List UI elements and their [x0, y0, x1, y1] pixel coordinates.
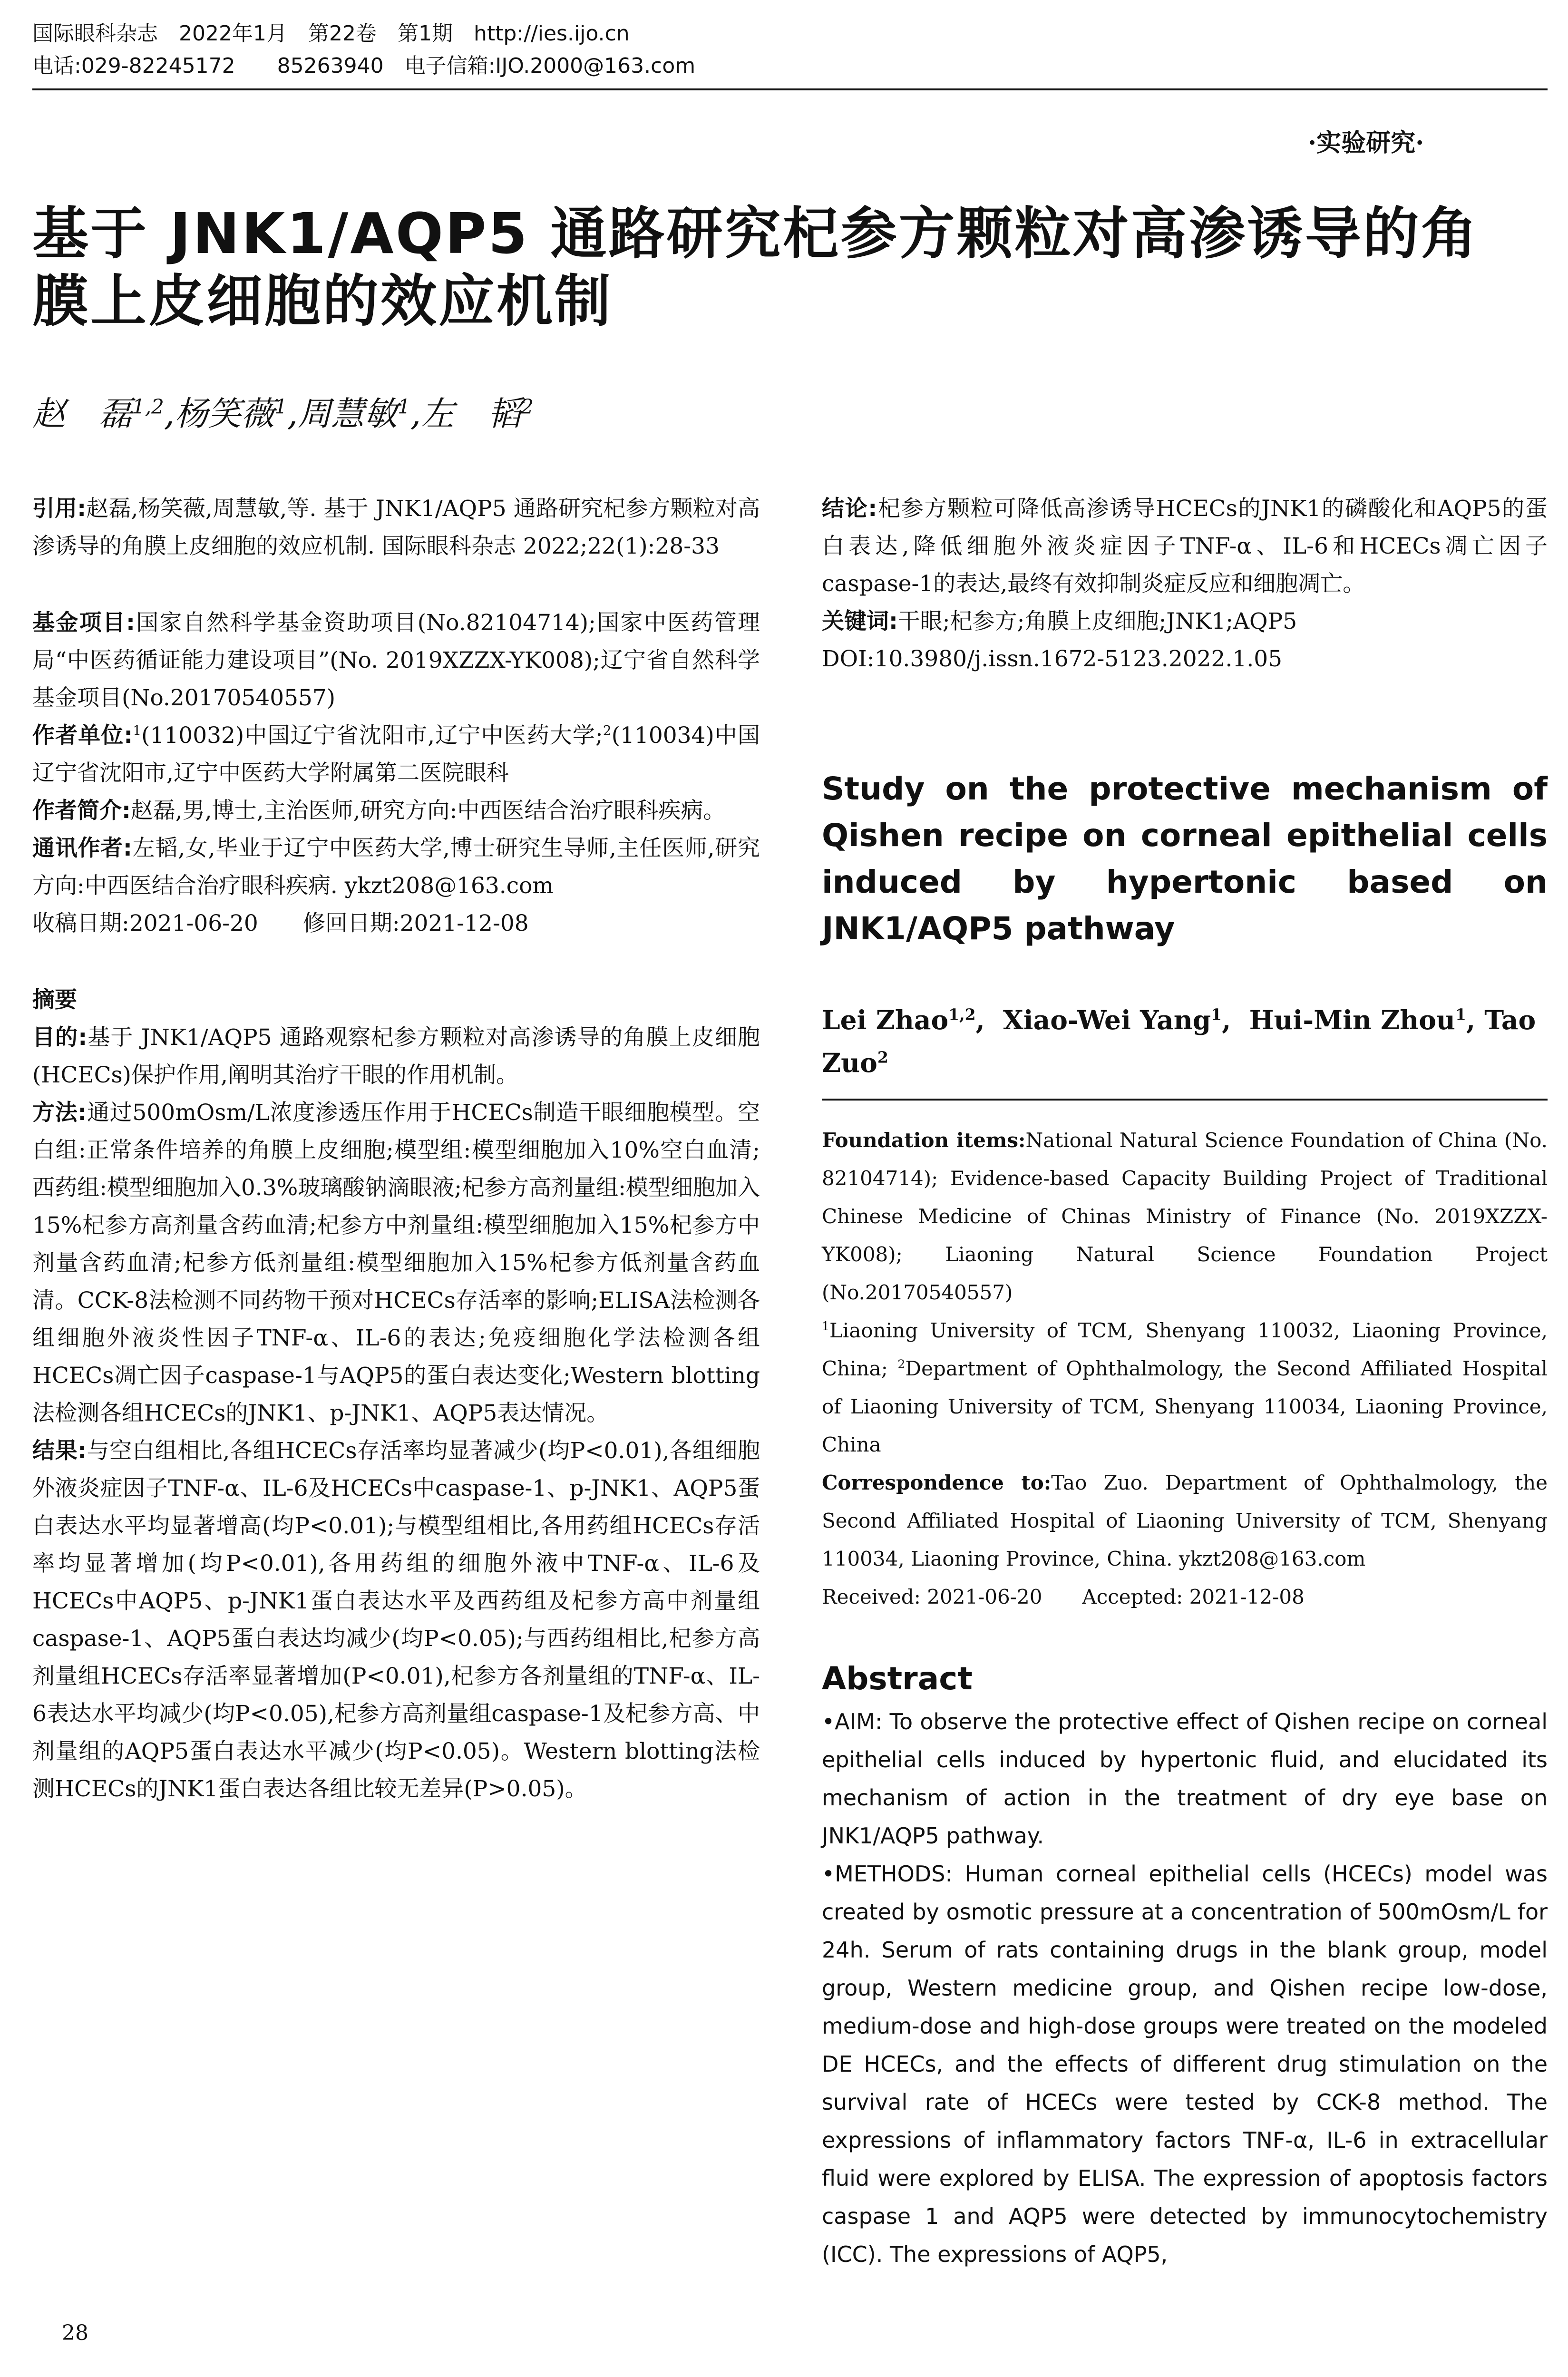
- author-separator: ,: [287, 394, 298, 433]
- author-cn-3: 周慧敏: [298, 394, 398, 433]
- paper-title: [32, 200, 1548, 335]
- objective-text: 基于 JNK1/AQP5 通路观察杞参方颗粒对高渗诱导的角膜上皮细胞(HCECs)保护作用,阐明其治疗干眼的作用机制。: [32, 1024, 760, 1088]
- en-correspondence-label: Correspondence to:: [822, 1471, 1052, 1494]
- en-aim-text: To observe the protective effect of Qishen recipe on corneal epithelial cells induced by hypertonic fluid, and elucidated its mechanism of action in the treatment of dry eye base on JNK1/AQP5 pathway.: [822, 1709, 1548, 1849]
- en-methods: [822, 1855, 1548, 2273]
- header-rule: [32, 88, 1548, 90]
- objective-label: 目的:: [32, 1024, 88, 1051]
- en-author-2-sup: 1: [1211, 1005, 1222, 1024]
- author-cn-1: 赵 磊: [32, 394, 132, 433]
- citation: [32, 490, 760, 565]
- english-abstract: [822, 1703, 1548, 2273]
- paper-title-line1: 基于 JNK1/AQP5 通路研究杞参方颗粒对高渗诱导的角: [32, 201, 1479, 266]
- abstract-heading-en: Abstract: [822, 1660, 973, 1697]
- author-cn-4: 左 韬: [421, 394, 521, 433]
- english-title: Study on the protective mechanism of Qishen recipe on corneal epithelial cells induced by hypertonic based on JNK1/AQP5 pathway: [822, 770, 1548, 947]
- received-dates: 收稿日期:2021-06-20 修回日期:2021-12-08: [32, 910, 529, 936]
- corresponding-author: [32, 829, 760, 905]
- author-cn-3-affil: 1: [398, 395, 410, 419]
- english-authors: Lei Zhao$^{1,2}$, Xiao-Wei Yang$^1$, Hui-Min Zhou$^1$, Tao Zuo$^2$: [822, 1004, 1536, 1078]
- en-affil-1-sup: 1: [822, 1319, 830, 1333]
- en-author-1: Lei Zhao: [822, 1004, 949, 1035]
- english-rule: [822, 1099, 1548, 1101]
- citation-text: 赵磊,杨笑薇,周慧敏,等. 基于 JNK1/AQP5 通路研究杞参方颗粒对高渗诱导的角膜上皮细胞的效应机制. 国际眼科杂志 2022;22(1):28-33: [32, 496, 760, 559]
- fund-text: 国家自然科学基金资助项目(No.82104714);国家中医药管理局“中医药循证能力建设项目”(No. 2019XZZX-YK008);辽宁省自然科学基金项目(No.20170540557): [32, 610, 760, 711]
- en-author-1-sup: 1,2: [948, 1005, 976, 1024]
- keywords-cn: [822, 603, 1548, 640]
- conclusion-cn: [822, 490, 1548, 603]
- results-text: 与空白组相比,各组HCECs存活率均显著减少(均P<0.01),各组细胞外液炎症因子TNF-α、IL-6及HCECs中caspase-1、p-JNK1、AQP5蛋白表达水平均显著增高(均P<0.01);与模型组相比,各用药组HCECs存活率均显著增加(均P<0.01),各用药组的细胞外液中TNF-α、IL-6及HCECs中AQP5、p-JNK1蛋白表达水平及西药组及杞参方高中剂量组caspase-1、AQP5蛋白表达均减少(均P<0.05);与西药组相比,杞参方高剂量组HCECs存活率显著增加(P<0.01),杞参方各剂量组的TNF-α、IL-6表达水平均减少(均P<0.05),杞参方高剂量组caspase-1及杞参方高、中剂量组的AQP5蛋白表达水平减少(均P<0.05)。Western blotting法检测HCECs的JNK1蛋白表达各组比较无差异(P>0.05)。: [32, 1438, 760, 1802]
- affil-1-text: (110032)中国辽宁省沈阳市,辽宁中医药大学;: [141, 722, 603, 749]
- affil-2-text: (110034)中国辽宁省沈阳市,辽宁中医药大学附属第二医院眼科: [32, 722, 760, 786]
- en-foundation: [822, 1121, 1548, 1312]
- author-separator: ,: [410, 394, 421, 433]
- conclusion-text: 杞参方颗粒可降低高渗诱导HCECs的JNK1的磷酸化和AQP5的蛋白表达,降低细胞外液炎症因子TNF-α、IL-6和HCECs凋亡因子caspase-1的表达,最终有效抑制炎症反应和细胞凋亡。: [822, 496, 1548, 597]
- en-foundation-text: National Natural Science Foundation of China (No. 82104714); Evidence-based Capacity Building Project of Traditional Chinese Medicine of Chinas Ministry of Finance (No. 2019XZZX-YK008); Liaoning Natural Science Foundation Project (No.20170540557): [822, 1129, 1548, 1304]
- abstract-heading-cn: 摘要: [32, 987, 77, 1013]
- right-column: [822, 490, 1548, 678]
- results-cn: [32, 1432, 760, 1808]
- en-correspondence-text: Tao Zuo. Department of Ophthalmology, the Second Affiliated Hospital of Liaoning University of TCM, Shenyang 110034, Liaoning Province, China. ykzt208@163.com: [822, 1471, 1548, 1570]
- author-cn-1-affil: 1,2: [132, 395, 164, 419]
- corr-label: 通讯作者:: [32, 835, 132, 861]
- fund-info: [32, 604, 760, 717]
- left-column: [32, 490, 760, 1808]
- author-bio: [32, 792, 760, 829]
- en-affil-2: Department of Ophthalmology, the Second Affiliated Hospital of Liaoning University of TCM, Shenyang 110034, Liaoning Province, China: [822, 1357, 1548, 1456]
- author-separator: ,: [164, 394, 175, 433]
- fund-label: 基金项目:: [32, 610, 135, 636]
- en-author-4: Tao Zuo: [822, 1004, 1536, 1078]
- en-foundation-label: Foundation items:: [822, 1129, 1026, 1152]
- en-author-3: Hui-Min Zhou: [1249, 1004, 1455, 1035]
- corr-text: 左韬,女,毕业于辽宁中医药大学,博士研究生导师,主任医师,研究方向:中西医结合治疗眼科疾病. ykzt208@163.com: [32, 835, 760, 899]
- citation-label: 引用:: [32, 496, 87, 522]
- en-methods-text: Human corneal epithelial cells (HCECs) model was created by osmotic pressure at a concentration of 500mOsm/L for 24h. Serum of rats containing drugs in the blank group, model group, Western medicine group, and Qishen recipe low-dose, medium-dose and high-dose groups were treated on the modeled DE HCECs, and the effects of different drug stimulation on the survival rate of HCECs were tested by CCK-8 method. The expressions of inflammatory factors TNF-α, IL-6 in extracellular fluid were explored by ELISA. The expression of apoptosis factors caspase 1 and AQP5 were detected by immunocytochemistry (ICC). The expressions of AQP5,: [822, 1861, 1548, 2267]
- methods-text: 通过500mOsm/L浓度渗透压作用于HCECs制造干眼细胞模型。空白组:正常条件培养的角膜上皮细胞;模型组:模型细胞加入10%空白血清;西药组:模型细胞加入0.3%玻璃酸钠滴眼液;杞参方高剂量组:模型细胞加入15%杞参方高剂量含药血清;杞参方中剂量组:模型细胞加入15%杞参方中剂量含药血清;杞参方低剂量组:模型细胞加入15%杞参方低剂量含药血清。CCK-8法检测不同药物干预对HCECs存活率的影响;ELISA法检测各组细胞外液炎性因子TNF-α、IL-6的表达;免疫细胞化学法检测各组HCECs凋亡因子caspase-1与AQP5的蛋白表达变化;Western blotting法检测各组HCECs的JNK1、p-JNK1、AQP5表达情况。: [32, 1100, 760, 1426]
- en-affil-1: Liaoning University of TCM, Shenyang 110032, Liaoning Province, China;: [822, 1319, 1548, 1380]
- journal-header-line1: 国际眼科杂志 2022年1月 第22卷 第1期 http://ies.ijo.cn: [32, 21, 630, 46]
- en-affil-2-sup: 2: [897, 1357, 906, 1371]
- authors-cn: [32, 390, 534, 438]
- author-cn-2-affil: 1: [274, 395, 287, 419]
- author-cn-2: 杨笑薇: [175, 394, 275, 433]
- en-author-4-sup: 2: [877, 1048, 888, 1067]
- en-affiliations: [822, 1312, 1548, 1464]
- en-methods-label: •METHODS:: [822, 1861, 953, 1887]
- page-number: 28: [62, 2321, 88, 2345]
- objective: [32, 1019, 760, 1094]
- en-aim-label: •AIM:: [822, 1709, 883, 1734]
- methods-cn: [32, 1094, 760, 1432]
- english-frontmatter: [822, 1121, 1548, 1616]
- bio-text: 赵磊,男,博士,主治医师,研究方向:中西医结合治疗眼科疾病。: [130, 798, 726, 824]
- bio-label: 作者简介:: [32, 798, 131, 824]
- methods-label: 方法:: [32, 1100, 87, 1126]
- en-author-2: Xiao-Wei Yang: [1003, 1004, 1211, 1035]
- paper-title-line2: 膜上皮细胞的效应机制: [32, 268, 613, 334]
- results-label: 结果:: [32, 1438, 87, 1464]
- affil-label: 作者单位:: [32, 722, 133, 749]
- doi: DOI:10.3980/j.issn.1672-5123.2022.1.05: [822, 646, 1283, 672]
- author-cn-4-affil: 2: [521, 395, 534, 419]
- section-tag: ·实验研究·: [1308, 128, 1424, 157]
- journal-header-line2: 电话:029-82245172 85263940 电子信箱:IJO.2000@163.com: [32, 54, 696, 78]
- keywords-label: 关键词:: [822, 608, 898, 634]
- affil-2-sup: 2: [603, 722, 612, 739]
- en-author-3-sup: 1: [1455, 1005, 1466, 1024]
- en-aim: [822, 1703, 1548, 1855]
- conclusion-label: 结论:: [822, 496, 877, 522]
- en-correspondence: [822, 1464, 1548, 1578]
- affil-1-sup: 1: [133, 722, 142, 739]
- affiliations: [32, 717, 760, 792]
- en-received: Received: 2021-06-20 Accepted: 2021-12-08: [822, 1585, 1305, 1608]
- keywords-text: 干眼;杞参方;角膜上皮细胞;JNK1;AQP5: [897, 608, 1297, 634]
